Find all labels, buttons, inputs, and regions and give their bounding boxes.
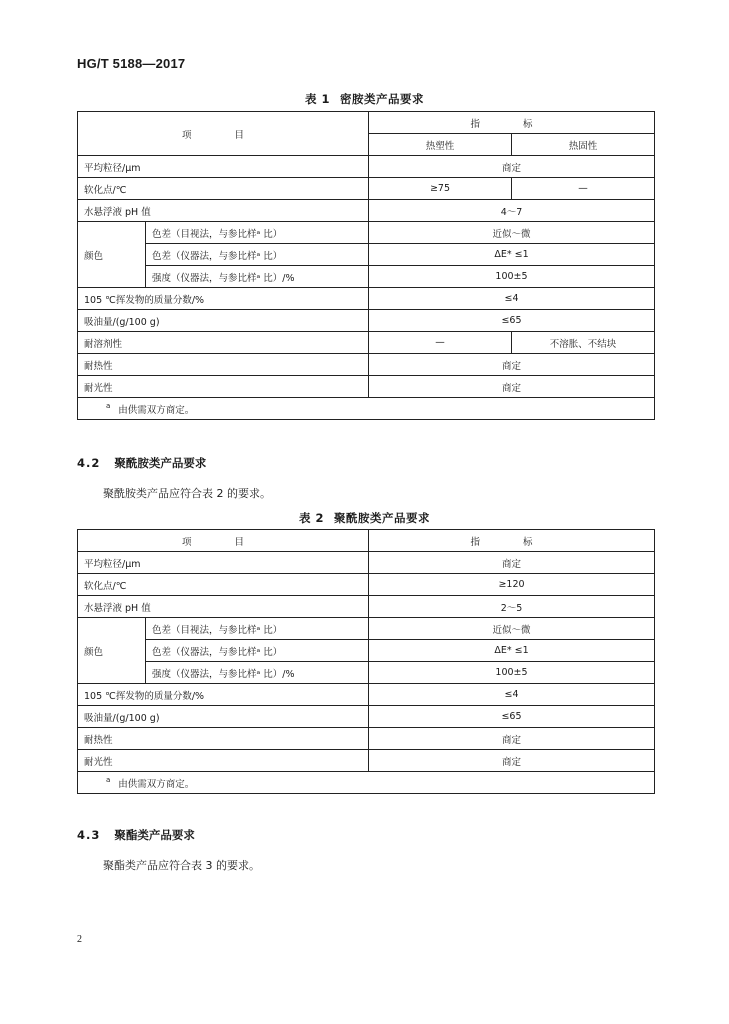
row-label: 软化点/℃ xyxy=(78,574,369,596)
table-row xyxy=(78,266,655,288)
section-title: 聚酯类产品要求 xyxy=(114,828,195,842)
table-row xyxy=(78,728,655,750)
section-4-3-heading xyxy=(77,827,195,843)
row-value: 商定 xyxy=(369,156,655,178)
section-4-3-text: 聚酯类产品应符合表 3 的要求。 xyxy=(103,859,260,872)
footnote-text: 由供需双方商定。 xyxy=(118,404,195,416)
table-row xyxy=(78,640,655,662)
row-label: 平均粒径/μm xyxy=(78,552,369,574)
row-label: 色差（目视法，与参比样ᵃ 比） xyxy=(146,618,369,640)
row-value: 商定 xyxy=(369,750,655,772)
row-value: ΔE* ≤1 xyxy=(369,244,655,266)
table-row xyxy=(78,750,655,772)
row-label: 耐光性 xyxy=(78,376,369,398)
table-row xyxy=(78,156,655,178)
table1-footnote xyxy=(78,398,655,420)
row-value: 4～7 xyxy=(369,200,655,222)
table-row xyxy=(78,222,655,244)
row-label: 105 ℃挥发物的质量分数/% xyxy=(78,288,369,310)
table-row xyxy=(78,288,655,310)
row-value: 2～5 xyxy=(369,596,655,618)
table-row xyxy=(78,552,655,574)
table1-header-thermoplastic: 热塑性 xyxy=(369,134,512,156)
row-label: 色差（目视法，与参比样ᵃ 比） xyxy=(146,222,369,244)
table1-header-index: 指 标 xyxy=(369,112,655,134)
table1-header-item: 项 目 xyxy=(78,112,369,156)
row-label: 耐光性 xyxy=(78,750,369,772)
row-value-thermoplastic: — xyxy=(369,332,512,354)
row-value: 近似～微 xyxy=(369,222,655,244)
table2-title: 聚酰胺类产品要求 xyxy=(334,511,430,525)
row-value: 近似～微 xyxy=(369,618,655,640)
row-value: 商定 xyxy=(369,354,655,376)
footnote-mark: a xyxy=(106,402,111,411)
table-row xyxy=(78,618,655,640)
row-label: 吸油量/(g/100 g) xyxy=(78,310,369,332)
section-4-2-heading xyxy=(77,455,206,471)
table2-header-index: 指 标 xyxy=(369,530,655,552)
row-value: ≤4 xyxy=(369,288,655,310)
page-number: 2 xyxy=(77,934,82,945)
row-label: 耐溶剂性 xyxy=(78,332,369,354)
table-row xyxy=(78,684,655,706)
row-value: 100±5 xyxy=(369,266,655,288)
row-label: 耐热性 xyxy=(78,354,369,376)
table-row xyxy=(78,178,655,200)
section-number: 4.3 xyxy=(77,828,101,842)
table-row xyxy=(78,574,655,596)
row-label: 软化点/℃ xyxy=(78,178,369,200)
section-title: 聚酰胺类产品要求 xyxy=(114,456,207,470)
table-row xyxy=(78,354,655,376)
row-value: 商定 xyxy=(369,376,655,398)
table-row xyxy=(78,662,655,684)
row-label: 105 ℃挥发物的质量分数/% xyxy=(78,684,369,706)
table2 xyxy=(77,529,655,794)
row-value: ≤65 xyxy=(369,706,655,728)
row-value: ΔE* ≤1 xyxy=(369,640,655,662)
table2-caption xyxy=(0,510,729,526)
row-value: 商定 xyxy=(369,552,655,574)
row-label: 平均粒径/μm xyxy=(78,156,369,178)
section-number: 4.2 xyxy=(77,456,101,470)
row-label: 强度（仪器法，与参比样ᵃ 比）/% xyxy=(146,662,369,684)
footnote-mark: a xyxy=(106,776,111,785)
row-label: 水悬浮液 pH 值 xyxy=(78,200,369,222)
color-group-label: 颜色 xyxy=(78,222,146,288)
row-label: 水悬浮液 pH 值 xyxy=(78,596,369,618)
table-row xyxy=(78,596,655,618)
table2-footnote xyxy=(78,772,655,794)
table1 xyxy=(77,111,655,420)
row-value-thermoset: 不溶胀、不结块 xyxy=(512,332,655,354)
row-label: 色差（仪器法，与参比样ᵃ 比） xyxy=(146,640,369,662)
row-value: ≥120 xyxy=(369,574,655,596)
table-row xyxy=(78,244,655,266)
standard-code: HG/T 5188—2017 xyxy=(77,56,186,71)
row-label: 强度（仪器法，与参比样ᵃ 比）/% xyxy=(146,266,369,288)
table-row xyxy=(78,332,655,354)
table1-title: 密胺类产品要求 xyxy=(340,92,424,106)
row-label: 耐热性 xyxy=(78,728,369,750)
section-4-2-text: 聚酰胺类产品应符合表 2 的要求。 xyxy=(103,487,271,500)
table-row xyxy=(78,200,655,222)
row-value: ≤65 xyxy=(369,310,655,332)
table2-number: 表 2 xyxy=(298,511,324,525)
row-value: 100±5 xyxy=(369,662,655,684)
color-group-label: 颜色 xyxy=(78,618,146,684)
row-value-thermoset: — xyxy=(512,178,655,200)
table1-number: 表 1 xyxy=(304,92,330,106)
row-value: ≤4 xyxy=(369,684,655,706)
table1-header-thermoset: 热固性 xyxy=(512,134,655,156)
row-label: 吸油量/(g/100 g) xyxy=(78,706,369,728)
table2-header-item: 项 目 xyxy=(78,530,369,552)
table-row xyxy=(78,310,655,332)
table-row xyxy=(78,376,655,398)
table-row xyxy=(78,706,655,728)
row-label: 色差（仪器法，与参比样ᵃ 比） xyxy=(146,244,369,266)
table1-caption xyxy=(0,91,729,107)
row-value: 商定 xyxy=(369,728,655,750)
footnote-text: 由供需双方商定。 xyxy=(118,778,195,790)
row-value-thermoplastic: ≥75 xyxy=(369,178,512,200)
